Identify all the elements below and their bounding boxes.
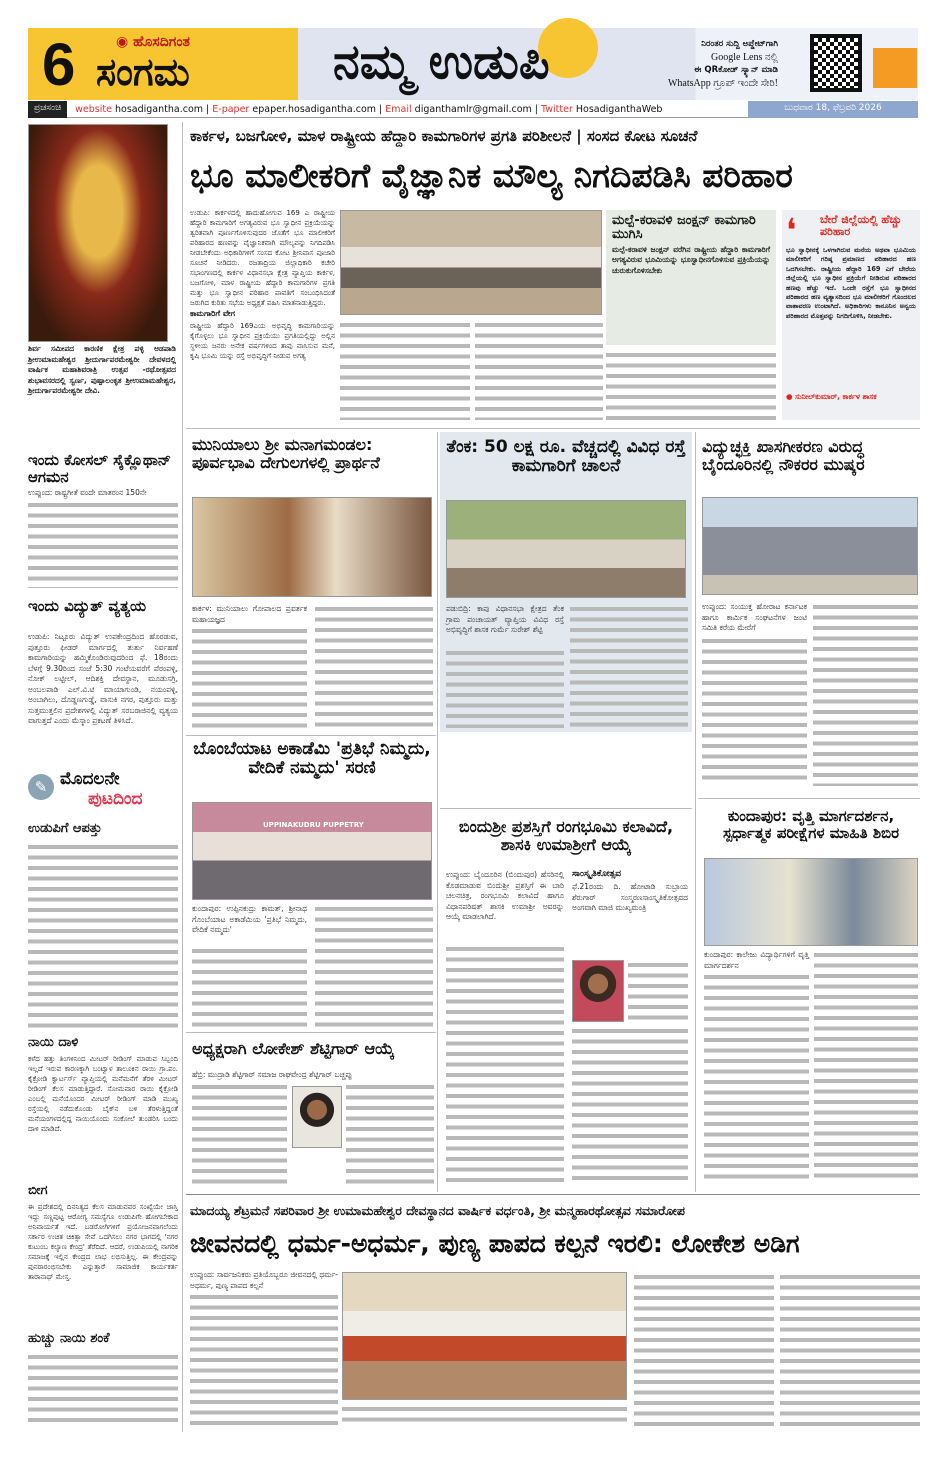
umashree-portrait <box>572 960 624 1022</box>
text-block <box>28 500 178 588</box>
article-lead: ಕುಂದಾಪುರ: ಉಪ್ಪಿನಕುದ್ರು ಕಾಮತ್, ಶ್ರೀನಾಥ ಗೊಂಬೆಯಾಟ ಅಕಾಡೆಮಿಯ 'ಪ್ರತಿಭೆ ನಿಮ್ಮದು, ವೇದಿಕೆ ನಮ್ಮದು' <box>192 904 307 934</box>
text-block <box>315 904 433 1028</box>
article-lead: ಉಪ್ಪುಂದ: ಸಂಯುಕ್ತ ಹೋರಾಟ ಕರ್ನಾಟಕ ಹಾಗೂ ಕಾರ್ಮಿಕ ಸಂಘಟನೆಗಳ ಜಂಟಿ ಸಮಿತಿ ಕರೆಯ ಮೇರೆಗೆ <box>702 602 807 632</box>
article-lead: ಕಾರ್ಕಳ: ಮುನಿಯಾಲು ಗೋಪಾಲದ ಪ್ರವರ್ತಕ ಮಹಾಯಜ್ಞದ <box>192 604 307 624</box>
left-story-body: ಉಡುಪಿ: ನಿಟ್ಟೂರು ವಿದ್ಯುತ್ ಉಪಕೇಂದ್ರದಿಂದ ಹೊರಡುವ, ಪುತ್ತೂರು ಫೀಡರ್ ಮಾರ್ಗದಲ್ಲಿ ತುರ್ತು ನಿರ್ವಹಣೆ ಕಾಮಗಾರಿಯನ್ನು ಹಮ್ಮಿಕೊಂಡಿರುವುದರಿಂದ ಫೆ. 18ರಂದು ಬೆಳಗ್ಗೆ 9.30ರಿಂದ ಸಂಜೆ 5:30 ಗಂಟೆಯವರೆಗೆ ಪೆರಂಪಳ್ಳಿ, ನೋಕ್ ಲಟ್ಟೀಲ್, ಆದಿಶಕ್ತಿ ದೇವಸ್ಥಾನ, ಮೂಡುಸಗ್ರಿ, ಅಂಬಲಪಾಡಿ ಎಲ್.ವಿ.ಟಿ ಮಾಯಾಗುಂಡಿ, ನಯಂಪಳ್ಳಿ, ಅಂಬಾಗಿಲು, ದೊಡ್ಡಣಗುಡ್ಡೆ, ವಾಸುಕಿ ನಗರ, ಪುತ್ತೂರು ಮತ್ತು ಸುತ್ತಮುತ್ತಲಿನ ಪ್ರದೇಶಗಳಲ್ಲಿ ವಿದ್ಯುತ್ ಸರಬರಾಜಿನಲ್ಲಿ ವ್ಯತ್ಯಯ ವಾಗುತ್ತದೆ ಎಂದು ಮೆಸ್ಕಾಂ ಪ್ರಕಟಣೆ ತಿಳಿಸಿದೆ. <box>28 632 178 725</box>
continued-body: ಈ ಪ್ರದೇಶದಲ್ಲಿ ದಿನನಿತ್ಯದ ಕೆಲಸ ಮಾಡುವವರ ಸಂಖ್ಯೆಯೇ ಜಾಸ್ತಿ ಇದ್ದು ಸಣ್ಣಪುಟ್ಟ ಆರೋಗ್ಯ ಸಮಸ್ಯೆಗೂ ಉಡುಪಿಗೇ ಹೋಗಬೇಕಾದ ಅನಿವಾರ್ಯತೆ ಇದೆ. ಬಡರೋಗಿಗಳಿಗೆ ಪ್ರಯೋಜನವಾಗಲೆಂದು ಸರ್ಕಾರ ಉಚಿತ ಚಿಕಿತ್ಸಾ ಸೇವೆ ಒದಗಿಸಲು ನಗರ ಭಾಗದಲ್ಲಿ 'ನಗರ ಕುಟುಂಬ ಕಲ್ಯಾಣ ಕೇಂದ್ರ' ತೆರೆದಿದೆ. ಆದರೆ, ಉಡುಪಿಯಲ್ಲಿ ನಾಗರಿಕ ಸಮಾಜಕ್ಕೆ ಇಲ್ಲಿನ ಕೇಂದ್ರದ ಲಾಭ ಲಭಿಸುತ್ತಿಲ್ಲ. ಈ ಕೇಂದ್ರವನ್ನು ಪುನರಾರಂಭಿಸಬೇಕು ಎನ್ನುತ್ತಾರೆ ಸಾಮಾಜಿಕ ಕಾರ್ಯಕರ್ತ ತಾರಾನಾಥ್ ಮೇಸ್ತ. <box>28 1203 178 1281</box>
brand-logo-small: ◉ ಹೊಸದಿಗಂತ <box>116 34 190 50</box>
qr-instructions: ನಿರಂತರ ಸುದ್ದಿ ಅಪ್ಡೇಟ್‌ಗಾಗಿ Google Lens ನಲ್ಲಿ ಈ QRಕೋಡ್ ಸ್ಕ್ಯಾನ್ ಮಾಡಿ WhatsApp ಗ್ರೂಪ್ ಇಂದೇ ಸೇರಿ! <box>667 39 778 89</box>
continued-title: ಉಡುಪಿಗೆ ಆಪತ್ತು <box>28 821 102 836</box>
lead-subhead: ಕಾಮಗಾರಿಗೆ ವೇಗ <box>190 309 235 318</box>
brand-logo: ಸಂಗಮ <box>96 50 190 94</box>
meeting-photo <box>340 210 602 315</box>
lead-headline: ಭೂ ಮಾಲೀಕರಿಗೆ ವೈಜ್ಞಾನಿಕ ಮೌಲ್ಯ ನಿಗದಿಪಡಿಸಿ ಪರಿಹಾರ <box>190 156 793 195</box>
info-bar <box>28 101 918 118</box>
puppetry-event-photo <box>192 802 432 900</box>
text-block <box>475 320 603 420</box>
article-headline: ಬಿಂದುಶ್ರೀ ಪ್ರಶಸ್ತಿಗೆ ರಂಗಭೂಮಿ ಕಲಾವಿದೆ, ಶಾಸಕಿ ಉಮಾಶ್ರೀಗೆ ಆಯ್ಕೆ <box>458 817 674 854</box>
edition-label: ಪ್ರಚಸಂಚಿ <box>28 101 67 118</box>
qr-code[interactable] <box>810 34 862 92</box>
article-headline: ಮುನಿಯಾಲು ಶ್ರೀ ಮನಾಗಮಂಡಲ: ಪೂರ್ವಭಾವಿ ದೇಗುಲಗಳಲ್ಲಿ ಪ್ರಾರ್ಥನೆ <box>192 435 380 472</box>
text-block <box>813 602 918 786</box>
photo-caption: ಶಿರ್ವ ಸಮೀಪದ ಕಾರಣಿಕ ಕ್ಷೇತ್ರ ಪಳ್ಳಿ ಅಡಪಾಡಿ ಶ್ರೀಉಮಾಮಹೇಶ್ವರ ಶ್ರೀದುರ್ಗಾಪರಮೇಶ್ವರೀ ದೇವಳದಲ್ಲಿ ವಾರ್ಷಿಕ ಮಹಾಶಿವರಾತ್ರಿ ಉತ್ಸವ -ರಥೋತ್ಸವದ ಶುಭಾವಸರದಲ್ಲಿ ಸ್ವರ್ಣ, ಪುಷ್ಪಾಲಂಕೃತ ಶ್ರೀಉಮಾಮಹೇಶ್ವರ, ಶ್ರೀದುರ್ಗಾಪರಮೇಶ್ವರೀ ದೇವಿ. <box>28 344 176 395</box>
career-camp-photo <box>704 858 918 946</box>
continued-title: ಹುಚ್ಚು ನಾಯಿ ಶಂಕೆ <box>28 1331 110 1346</box>
email-link[interactable]: diganthamlr@gmail.com <box>414 103 532 115</box>
protest-photo <box>702 497 918 595</box>
article-lead: ಉಪ್ಪುಂದ: ಸಾರ್ವಜನಿಕರು ಪ್ರತಿಯೊಬ್ಬರೂ ಜೀವನದಲ್ಲಿ ಧರ್ಮ-ಅಧರ್ಮ, ಪುಣ್ಯ ಪಾಪದ ಕಲ್ಪನೆ <box>190 1270 338 1290</box>
text-block <box>446 648 564 728</box>
text-block <box>342 1404 627 1428</box>
text-block <box>814 950 918 1184</box>
text-block <box>446 944 564 1184</box>
left-story-lead: ಉಪ್ಪುಂದ: ರಾಷ್ಟ್ರಗೀತೆ ವಂದೇ ಮಾತರಂನ 150ನೇ <box>28 488 147 497</box>
article-lead: ಹೆಬ್ರಿ: ಮುದ್ರಾಡಿ ಶೆಟ್ಟಿಗಾರ್ ಸಮಾಜ ರಾಘವೇಂದ್ರ ಶೆಟ್ಟಿಗಾರ್ ಬಚ್ಚಪ್ಪು <box>192 1070 353 1079</box>
pencil-icon: ✎ <box>28 774 54 800</box>
logo-icon: ◉ <box>116 34 129 50</box>
temple-prayer-photo <box>192 497 432 597</box>
page-number: 6 <box>42 31 76 98</box>
text-block <box>570 604 688 728</box>
lead-body: ಉಡುಪಿ: ಕಾರ್ಕಳದಲ್ಲಿ ಹಾದುಹೋಗುವ 169 ಎ ರಾಷ್ಟ್ರೀಯ ಹೆದ್ದಾರಿ ಕಾಮಗಾರಿಗೆ ಅಗತ್ಯವಿರುವ ಭೂ ಸ್ವಾಧೀನ ಪ್ರಕ್ರಿಯೆಯನ್ನು ತ್ವರಿತವಾಗಿ ಪೂರ್ಣಗೊಳಿಸುವುದರ ಜೊತೆಗೆ ಭೂ ಮಾಲೀಕರಿಗೆ ಪರಿಹಾರದ ಹಣವನ್ನು ವೈಜ್ಞಾನಿಕವಾಗಿ ಮೌಲ್ಯವನ್ನು ನಿಗದಿಪಡಿಸಿ ನೀಡಬೇಕೆಂದು ಅಧಿಕಾರಿಗಳಿಗೆ ಸಂಸದ ಕೋಟ ಶ್ರೀನಿವಾಸ ಪೂಜಾರಿ ಸೂಚನೆ ನೀಡಿದರು. ರಜತಾದ್ರಿಯ ಜಿಲ್ಲಾಧಿಕಾರಿ ಕಚೇರಿ ಸಭಾಂಗಣದಲ್ಲಿ ಕಾರ್ಕಳ ವಿಧಾನಸಭಾ ಕ್ಷೇತ್ರ ವ್ಯಾಪ್ತಿಯ ಕಾರ್ಕಳ, ಬಜಗೋಳಿ, ಮಾಳ ರಾಷ್ಟ್ರೀಯ ಹೆದ್ದಾರಿ ಕಾಮಗಾರಿಗಳ ಪ್ರಗತಿ ಮತ್ತು ಭೂ ಸ್ವಾಧೀನ ಪರಿಹಾರ ಪಾವತಿಗೆ ಸಂಬಂಧಿಸಿದಂತೆ ಜರುಗಿದ ಕುರಿತು ಸಭೆಯ ಅಧ್ಯಕ್ಷತೆ ವಹಿಸಿ ಮಾತನಾಡುತ್ತಿದ್ದರು. ಕಾಮಗಾರಿಗೆ ವೇಗ ರಾಷ್ಟ್ರೀಯ ಹೆದ್ದಾರಿ 169ಎಯ ಅಭಿವೃದ್ಧಿ ಕಾಮಗಾರಿಯನ್ನು ಕೈಗೊಳ್ಳಲು ಭೂ ಸ್ವಾಧೀನ ಪ್ರಕ್ರಿಯೆಯು ಪ್ರಗತಿಯಲ್ಲಿದ್ದು ಅಲ್ಲಿನ ಸ್ಥಳೀಯ ಜನರು ಅನೇಕ ವರ್ಷಗಳಿಂದ ತಾವು ವಾಸಿಸುವ ಮನೆ, ಕೃಷಿ ಭೂಮಿ ಯನ್ನು ರಸ್ತೆ ಅಭಿವೃದ್ಧಿಗೆ ನೀಡುವ ಅಗತ್ಯ <box>190 209 335 360</box>
contact-line: website hosadigantha.com | E-paper epaper.hosadigantha.com | Email diganthamlr@gmail.com | Twitter HosadiganthaWeb <box>75 103 663 115</box>
article-subhead: ಸಾಂಸ್ಕೃತಿಕೋತ್ಸವ <box>572 869 621 879</box>
continued-title: ನಾಯಿ ದಾಳಿ <box>28 1035 79 1050</box>
text-block <box>704 972 809 1184</box>
text-block <box>340 320 470 420</box>
article-lead: ಉಪ್ಪುಂದ: ಬೈಂದೂರಿನ (ಬಿಂದುಪುರ) ಹೆಸರಿನಲ್ಲಿ ಕೊಡಮಾಡುವ ಬಿಂದುಶ್ರೀ ಪ್ರಶಸ್ತಿಗೆ ಈ ಬಾರಿ ಚಲನಚಿತ್ರ, ರಂಗಭೂಮಿ ಕಲಾವಿದೆ ಹಾಗೂ ವಿಧಾನಪರಿಷತ್ ಶಾಸಕಿ ಉಮಾಶ್ರೀ ಅವರನ್ನು ಆಯ್ಕೆ ಮಾಡಲಾಗಿದೆ. <box>446 870 564 921</box>
text-block <box>192 1082 287 1186</box>
text-block <box>346 1082 434 1186</box>
text-block <box>780 1272 920 1428</box>
section-title: ನಮ್ಮ ಉಡುಪಿ <box>333 34 550 90</box>
text-block <box>702 636 807 786</box>
article-headline: ಬೊಂಬೆಯಾಟ ಅಕಾಡೆಮಿ 'ಪ್ರತಿಭೆ ನಿಮ್ಮದು, ವೇದಿಕೆ ನಮ್ಮದು' ಸರಣಿ <box>193 739 431 778</box>
article-headline: ಅಧ್ಯಕ್ಷರಾಗಿ ಲೋಕೇಶ್ ಶೆಟ್ಟಿಗಾರ್ ಆಯ್ಕೆ <box>192 1039 395 1058</box>
text-block <box>628 960 688 1022</box>
text-block <box>190 1292 338 1428</box>
text-block <box>28 842 178 1032</box>
text-block <box>606 350 776 420</box>
temple-ceremony-photo <box>342 1272 627 1400</box>
text-block <box>572 1026 688 1184</box>
sidebar-box: ಮಲ್ಪೆ-ಕರಾವಳಿ ಜಂಕ್ಷನ್ ಕಾಮಗಾರಿ ಮುಗಿಸಿ ಮಲ್ಪೆ-ಕರಾವಳಿ ಜಂಕ್ಷನ್ ವರೆಗಿನ ರಾಷ್ಟ್ರೀಯ ಹೆದ್ದಾರಿ ಕಾಮಗಾರಿಗೆ ಅಗತ್ಯವಿರುವ ಭೂಮಿಯನ್ನು ಭೂಸ್ವಾಧೀನಗೊಳಿಸುವ ಪ್ರಕ್ರಿಯೆಯನ್ನು ಚುರುಕುಗೊಳಿಸಬೇಕು <box>606 210 776 345</box>
deity-photo <box>28 124 168 342</box>
text-block <box>192 946 307 1028</box>
twitter-link[interactable]: HosadiganthaWeb <box>575 103 663 115</box>
quote-icon: ❛ <box>786 211 797 249</box>
epaper-link[interactable]: epaper.hosadigantha.com <box>252 103 377 115</box>
bottom-headline: ಜೀವನದಲ್ಲಿ ಧರ್ಮ-ಅಧರ್ಮ, ಪುಣ್ಯ ಪಾಪದ ಕಲ್ಪನೆ ಇರಲಿ: ಲೋಕೇಶ ಅಡಿಗ <box>190 1229 800 1258</box>
text-block <box>634 1272 774 1428</box>
photo-banner: UPPINAKUDRU PUPPETRY <box>263 821 364 829</box>
lead-kicker: ಕಾರ್ಕಳ, ಬಜಗೋಳಿ, ಮಾಳ ರಾಷ್ಟ್ರೀಯ ಹೆದ್ದಾರಿ ಕಾಮಗಾರಿಗಳ ಪ್ರಗತಿ ಪರಿಶೀಲನೆ | ಸಂಸದ ಕೋಟ ಸೂಚನೆ <box>190 127 698 145</box>
article-sub-lead: ಫೆ.21ರಂದು ದಿ. ಹೋಟಾಡಿ ಸುಬ್ರಾಯ ಶೆರುಗಾರ್ ಸಂಸ್ಮರಣಸಾಂಸ್ಕೃತಿಕೋತ್ಸವದ ಅಂಗವಾಗಿ ಮಾಜಿ ಮುಖ್ಯಮಂತ್ರಿ <box>572 882 688 912</box>
article-headline: ಕುಂದಾಪುರ: ವೃತ್ತಿ ಮಾರ್ಗದರ್ಶನ, ಸ್ಪರ್ಧಾತ್ಮಕ ಪರೀಕ್ಷೆಗಳ ಮಾಹಿತಿ ಶಿಬಿರ <box>722 807 900 842</box>
article-headline: ತೆಂಕ: 50 ಲಕ್ಷ ರೂ. ವೆಚ್ಚದಲ್ಲಿ ವಿವಿಧ ರಸ್ತೆ ಕಾಮಗಾರಿಗೆ ಚಾಲನೆ <box>446 437 686 476</box>
left-story-title: ಇಂದು ಕೋಸಲ್ ಸೈಕ್ಲೊಥಾನ್ ಆಗಮನ <box>28 451 172 486</box>
text-block <box>315 604 433 730</box>
from-front-page: ✎ ಮೊದಲನೇ ಪುಟದಿಂದ <box>28 770 178 810</box>
bottom-kicker: ಮಾದಯ್ಯ ಶೆಟ್ರಮನೆ ಸಪರಿವಾರ ಶ್ರೀ ಉಮಾಮಹೇಶ್ವರ ದೇವಸ್ಥಾನದ ವಾರ್ಷಿಕ ವರ್ಧಂತಿ, ಶ್ರೀ ಮನ್ಮಹಾರಥೋತ್ಸವ ಸಮಾರೋಪ <box>190 1203 685 1218</box>
date: ಬುಧವಾರ 18, ಫೆಬ್ರವರಿ 2026 <box>748 101 918 118</box>
masthead <box>28 28 918 100</box>
road-work-photo <box>446 500 686 598</box>
text-block <box>192 626 307 730</box>
article-lead: ಪಡುಬಿದ್ರಿ: ಕಾಪು ವಿಧಾನಸಭಾ ಕ್ಷೇತ್ರದ ತೆಂಕ ಗ್ರಾಮ ಪಂಚಾಯತ್ ವ್ಯಾಪ್ತಿಯ ವಿವಿಧ ರಸ್ತೆ ಅಭಿವೃದ್ಧಿಗೆ ಶಾಸಕ ಗುರ್ಮೆ ಸುರೇಶ್ ಶೆಟ್ಟಿ <box>446 604 564 634</box>
continued-body: ಕಳೆದ ಹತ್ತು ತಿಂಗಳಿನಿಂದ ಮೀಟರ್ ರೀಡಿಂಗ್ ಮಾಡುವ ಸಿಬ್ಬಂದಿ ಇಲ್ಲದೆ ಇರುವ ಕಾರಣಕ್ಕಾಗಿ ಬಂಟ್ವಾಳ ತಾಲೂಕಿನ ರಾಯಿ ಗ್ರಾ.ಪಂ. ಕೈಕ್ರೋಡಿ ಕ್ವಾರ್ಟರ್ಸ್ ವ್ಯಾಪ್ತಿಯಲ್ಲಿ ಮನೆಮನೆಗೆ ತೆರಳಿ ಮೀಟರ್ ರೀಡಿಂಗ್ ಕೆಲಸ ಮಾಡುತ್ತಿದ್ದಾರೆ. ಸೋಮವಾರ ರಾಯಿ ಕೈಕ್ರೋಡಿ ಎಂಬಲ್ಲಿ ಮನೆಯೊಂದರ ಮೀಟರ್ ರೀಡಿಂಗ್ ಮಾಡಿ ಮುಖ್ಯ ರಸ್ತೆಯಲ್ಲಿ ನಡೆದುಕೊಂಡು ಬೈಕ್‌ನ ಬಳಿ ತೆರಳುತ್ತಿದ್ದಂತೆ ಮನೆಯಂಗಳದಲ್ಲಿದ್ದ ನಾಯಿಯೊಂದು ಸಂಕೋಲೆ ತುಂಡರಿಸಿ ಬಂದು ದಾಳಿ ಮಾಡಿದೆ. <box>28 1055 178 1133</box>
lokesh-portrait <box>292 1086 342 1148</box>
quote-box: ❛ ಬೇರೆ ಜಿಲ್ಲೆಯಲ್ಲಿ ಹೆಚ್ಚು ಪರಿಹಾರ ಭೂ ಸ್ವಾಧೀನಕ್ಕೆ ಒಳಗಾಗಿರುವ ಮನೆಯ ಅಥವಾ ಭೂಮಿಯ ಮಾಲೀಕರಿಗೆ ಗರಿಷ್ಠ ಪ್ರಮಾಣದ ಪರಿಹಾರದ ಹಣ ಒದಗಿಸಬೇಕು. ರಾಷ್ಟ್ರೀಯ ಹೆದ್ದಾರಿ 169 ಎಗೆ ಬೇರೆಯ ಜಿಲ್ಲೆಯಲ್ಲಿ ಭೂ ಸ್ವಾಧೀನ ಪ್ರಕ್ರಿಯೆಗೆ ನೀಡಿರುವ ಪರಿಹಾರದ ಹಣವು ಹೆಚ್ಚು ಇದೆ. ಒಂದೇ ರಸ್ತೆಗೆ ಭೂ ಸ್ವಾಧೀನದ ಪರಿಹಾರದ ಹಣ ವ್ಯತ್ಯಾಸದಿಂದ ಭೂ ಮಾಲೀಕರಿಗೆ ಗೊಂದಲದ ವಾತಾವರಣ ಉಂಟಾಗಿದೆ. ಅಧಿಕಾರಿಗಳು ಕಾನೂನಿನ ಅನ್ವಯ ಪರಿಹಾರದ ಮೊತ್ತವನ್ನು ನಿಗದಿಗೊಳಿಸಿ, ನೀಡಬೇಕು. ● ಸುನೀಲ್‌ಕುಮಾರ್, ಕಾರ್ಕಳ ಶಾಸಕ <box>782 210 920 420</box>
article-headline: ವಿದ್ಯುಚ್ಛಕ್ತಿ ಖಾಸಗೀಕರಣ ವಿರುದ್ಧ ಬೈಂದೂರಿನಲ್ಲಿ ನೌಕರರ ಮುಷ್ಕರ <box>702 437 865 474</box>
continued-title: ಬೀಗ <box>28 1183 48 1198</box>
article-lead: ಕುಂದಾಪುರ: ಕಾಲೇಜು ವಿದ್ಯಾರ್ಥಿಗಳಿಗೆ ವೃತ್ತಿ ಮಾರ್ಗದರ್ಶನ <box>704 950 809 970</box>
quote-attribution: ● ಸುನೀಲ್‌ಕುಮಾರ್, ಕಾರ್ಕಳ ಶಾಸಕ <box>786 392 877 401</box>
text-block <box>28 1352 178 1428</box>
website-link[interactable]: hosadigantha.com <box>114 103 204 115</box>
left-story-title: ಇಂದು ವಿದ್ಯುತ್ ವ್ಯತ್ಯಯ <box>28 597 147 615</box>
orange-block <box>873 48 917 88</box>
